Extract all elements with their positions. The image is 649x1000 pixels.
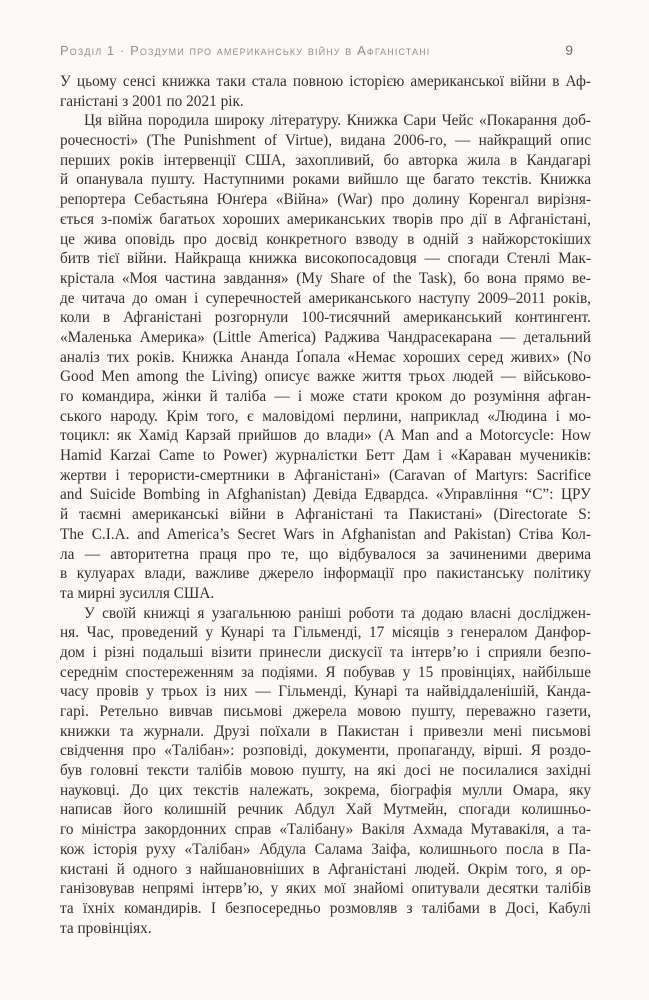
text-line: це жива оповідь про досвід конкретного взводу в одній з найжорстокіших	[60, 230, 591, 248]
text-line: го міністра закордонних справ «Талібану» Вакіля Ахмада Мутавакіля, а та-	[60, 821, 591, 839]
text-line: крістала «Моя частина завдання» (My Share of the Task), бо вона прямо ве-	[60, 269, 591, 287]
text-line: тоцикл: як Хамід Карзай прийшов до влади» (A Man and a Motorcycle: How	[60, 427, 591, 445]
running-head-title: Розділ 1 · Роздуми про американську війну в Афганістані	[60, 43, 431, 58]
text-line: в кулуарах влади, важливе джерело інформації про пакистанську політику	[60, 565, 591, 583]
text-line: ла — авторитетна праця про те, що відбувалося за зачиненими дверима	[60, 545, 591, 563]
text-line: коли в Афганістані розгорнули 100-тисячний американський контингент.	[60, 309, 591, 327]
text-line: Good Men among the Living) описує важке життя трьох людей — військово-	[60, 368, 591, 386]
text-line: книжки та журнали. Друзі поїхали в Пакистан і привезли мені письмові	[60, 722, 591, 740]
text-line: кож історія руху «Талібан» Абдула Салама Заіфа, колишнього посла в Па-	[60, 840, 591, 858]
running-header	[60, 42, 591, 58]
text-line: де читача до оман і суперечностей американського наступу 2009–2011 років,	[60, 289, 591, 307]
body-text	[60, 72, 591, 938]
text-line: й опанувала пушту. Наступними роками вийшло ще багато текстів. Книжка	[60, 171, 591, 189]
text-line: and Suicide Bombing in Afghanistan) Девіда Едвардса. «Управління “С”: ЦРУ	[60, 486, 591, 504]
text-line: середнім спостереженням за подіями. Я побував у 15 провінціях, найбільше	[60, 663, 591, 681]
text-line: The C.I.A. and America’s Secret Wars in Afghanistan and Pakistan) Стіва Кол-	[60, 525, 591, 543]
text-line: часу провів у трьох із них — Гільменді, Кунарі та найвіддаленішій, Канда-	[60, 683, 591, 701]
text-line: жертви і терористи-смертники в Афганістані» (Caravan of Martyrs: Sacrifice	[60, 466, 591, 484]
text-line: перших років інтервенції США, захопливий, бо авторка жила в Кандагарі	[60, 151, 591, 169]
text-line: був головні тексти талібів мовою пушту, на які досі не посилалися західні	[60, 762, 591, 780]
text-line: та їхніх командирів. І безпосередньо розмовляв з талібами в Досі, Кабулі	[60, 899, 591, 917]
text-line: та провінціях.	[60, 919, 152, 937]
text-line: дом і різні подальші візити принесли дискусії та інтерв’ю і сприяли безпо-	[60, 643, 591, 661]
text-line: ня. Час, проведений у Кунарі та Гільменді, 17 місяців з генералом Данфор-	[60, 624, 591, 642]
text-line: й таємні американські війни в Афганістані та Пакистані» (Directorate S:	[60, 506, 591, 524]
text-line: рочесності» (The Punishment of Virtue), видана 2006-го, — найкращий опис	[60, 132, 591, 150]
text-line: ського народу. Крім того, є маловідомі перлини, наприклад «Людина і мо-	[60, 407, 591, 425]
text-line: написав його колишній речник Абдул Хай Мутмейн, спогади колишньо-	[60, 801, 591, 819]
text-line: аналіз тих років. Книжка Ананда Ґопала «Немає хороших серед живих» (No	[60, 348, 591, 366]
text-line: гарі. Ретельно вивчав письмові джерела мовою пушту, переважно газети,	[60, 703, 591, 720]
text-line: свідчення про «Талібан»: розповіді, документи, пропаганду, вірші. Я роздо-	[60, 742, 591, 760]
text-line: Hamid Karzai Came to Power) журналістки Бетт Дам і «Караван мучеників:	[60, 447, 591, 465]
text-line: ганізовував непрямі інтерв’ю, у яких мої знайомі опитували десятки талібів	[60, 880, 591, 898]
text-line: репортера Себастьяна Юнґера «Війна» (War) про долину Коренгал вирізня-	[60, 191, 591, 209]
text-line: Ця війна породила широку літературу. Книжка Сари Чейс «Покарання доб-	[84, 112, 591, 130]
text-line: го командира, жінки й таліба — і може стати кроком до розуміння афган-	[60, 388, 591, 405]
text-line: «Маленька Америка» (Little America) Раджива Чандрасекарана — детальний	[60, 328, 591, 346]
text-line: битв тієї війни. Найкраща книжка високопосадовця — спогади Стенлі Мак-	[60, 250, 591, 268]
text-line: ганістані з 2001 по 2021 рік.	[60, 92, 244, 110]
text-line: та мирні зусилля США.	[60, 584, 215, 602]
page-number: 9	[565, 42, 573, 58]
text-line: кистані й одного з найшановніших в Афганістані людей. Окрім того, я ор-	[60, 860, 591, 878]
text-line: У цьому сенсі книжка таки стала повною історією американської війни в Аф-	[60, 73, 591, 90]
text-line: У своїй книжці я узагальнюю раніші роботи та додаю власні досліджен-	[84, 604, 591, 622]
text-line: науковці. До цих текстів належать, зокрема, біографія мулли Омара, яку	[60, 781, 591, 799]
text-line: ється з-поміж багатьох хороших американських творів про дії в Афганістані,	[60, 210, 591, 228]
